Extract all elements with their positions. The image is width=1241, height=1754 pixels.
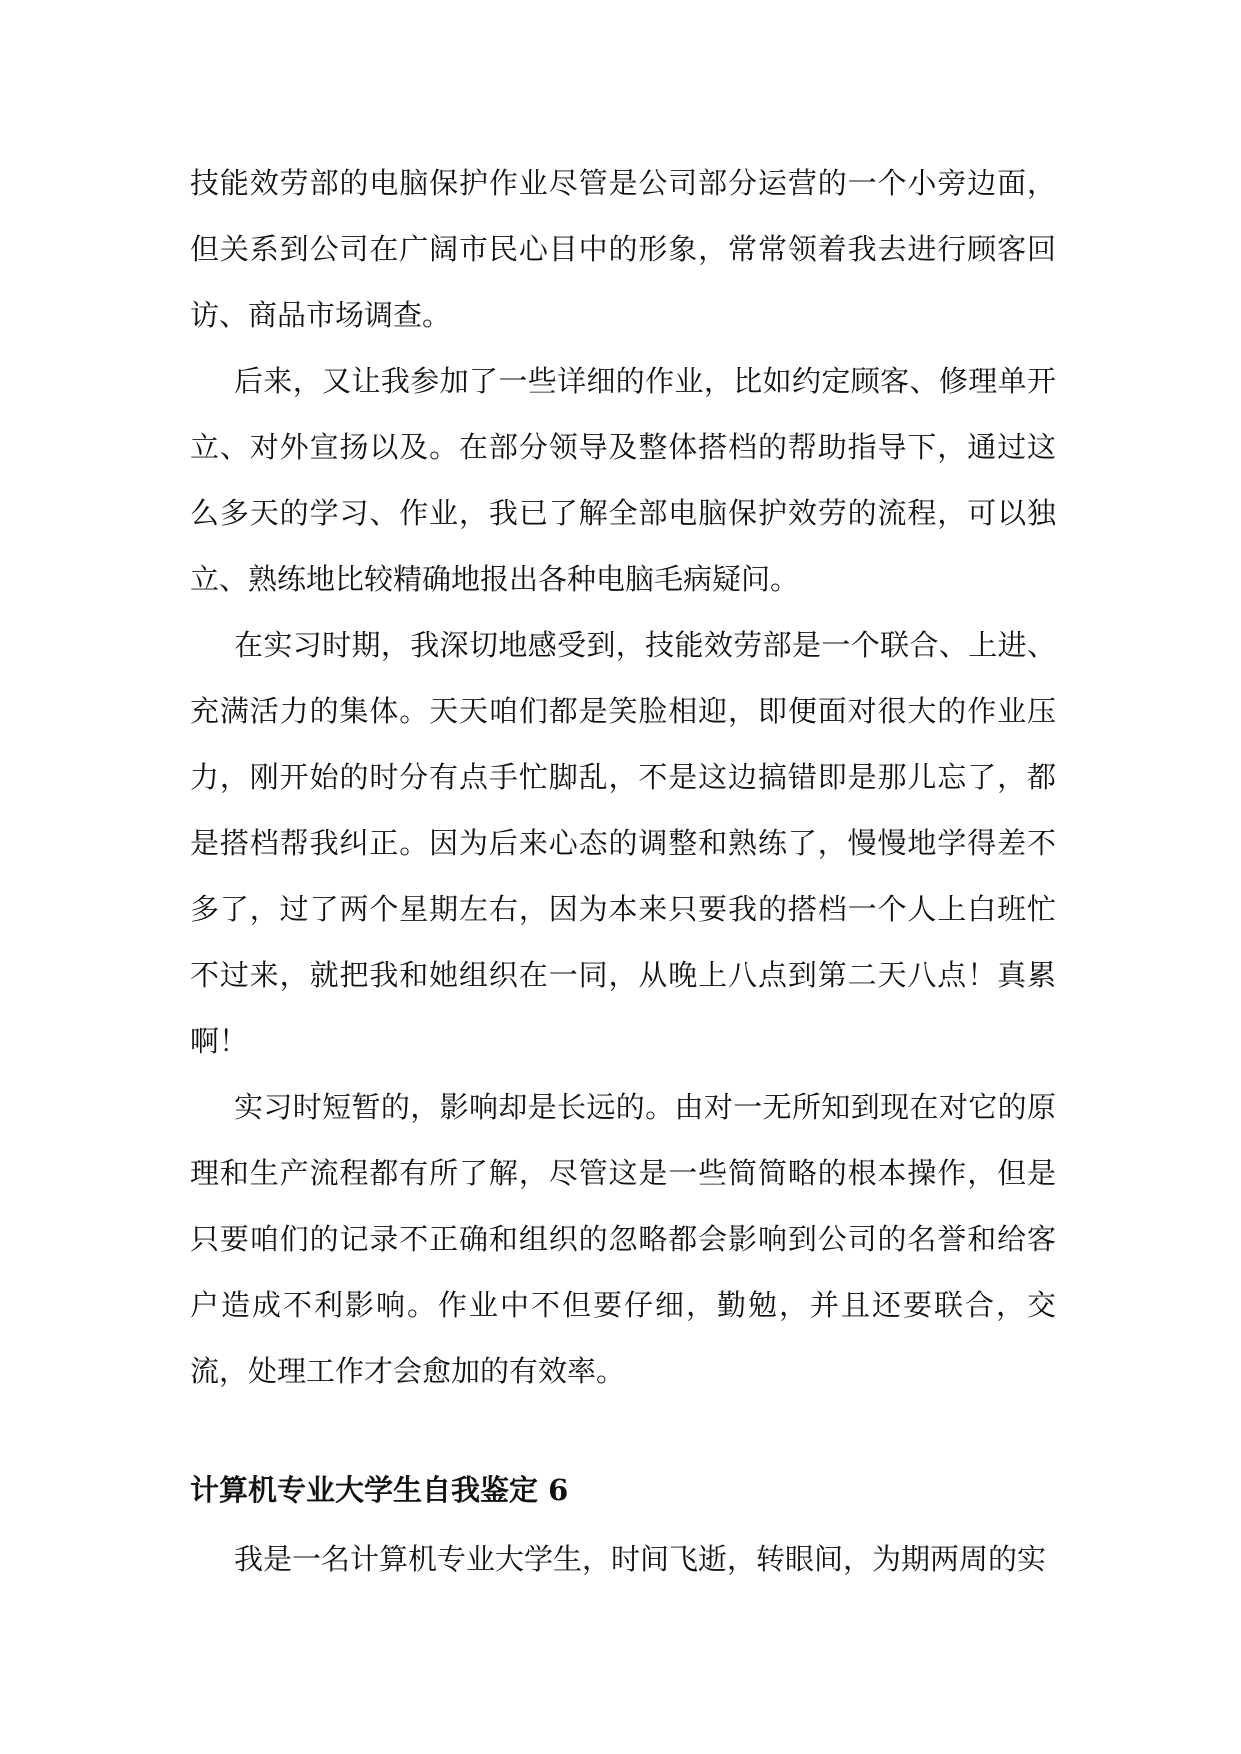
paragraph-3: 在实习时期，我深切地感受到，技能效劳部是一个联合、上进、充满活力的集体。天天咱们都是笑脸相迎，即便面对很大的作业压力，刚开始的时分有点手忙脚乱，不是这边搞错即是那儿忘了，都是搭档帮我纠正。因为后来心态的调整和熟练了，慢慢地学得差不多了，过了两个星期左右，因为本来只要我的搭档一个人上白班忙不过来，就把我和她组织在一同，从晚上八点到第二天八点！真累啊！ [190, 628, 1056, 1058]
paragraph-1: 技能效劳部的电脑保护作业尽管是公司部分运营的一个小旁边面，但关系到公司在广阔市民心目中的形象，常常领着我去进行顾客回访、商品市场调查。 [190, 166, 1056, 332]
paragraph-4: 实习时短暂的，影响却是长远的。由对一无所知到现在对它的原理和生产流程都有所了解，尽管这是一些简简略的根本操作，但是只要咱们的记录不正确和组织的忽略都会影响到公司的名誉和给客户造成不利影响。作业中不但要仔细，勤勉，并且还要联合，交流，处理工作才会愈加的有效率。 [190, 1090, 1056, 1388]
section-heading: 计算机专业大学生自我鉴定 6 [190, 1473, 569, 1507]
paragraph-2: 后来，又让我参加了一些详细的作业，比如约定顾客、修理单开立、对外宣扬以及。在部分领导及整体搭档的帮助指导下，通过这么多天的学习、作业，我已了解全部电脑保护效劳的流程，可以独立、熟练地比较精确地报出各种电脑毛病疑问。 [190, 364, 1056, 596]
section-first-paragraph: 我是一名计算机专业大学生，时间飞逝，转眼间，为期两周的实 [234, 1542, 1047, 1576]
document-body [190, 150, 1056, 1404]
